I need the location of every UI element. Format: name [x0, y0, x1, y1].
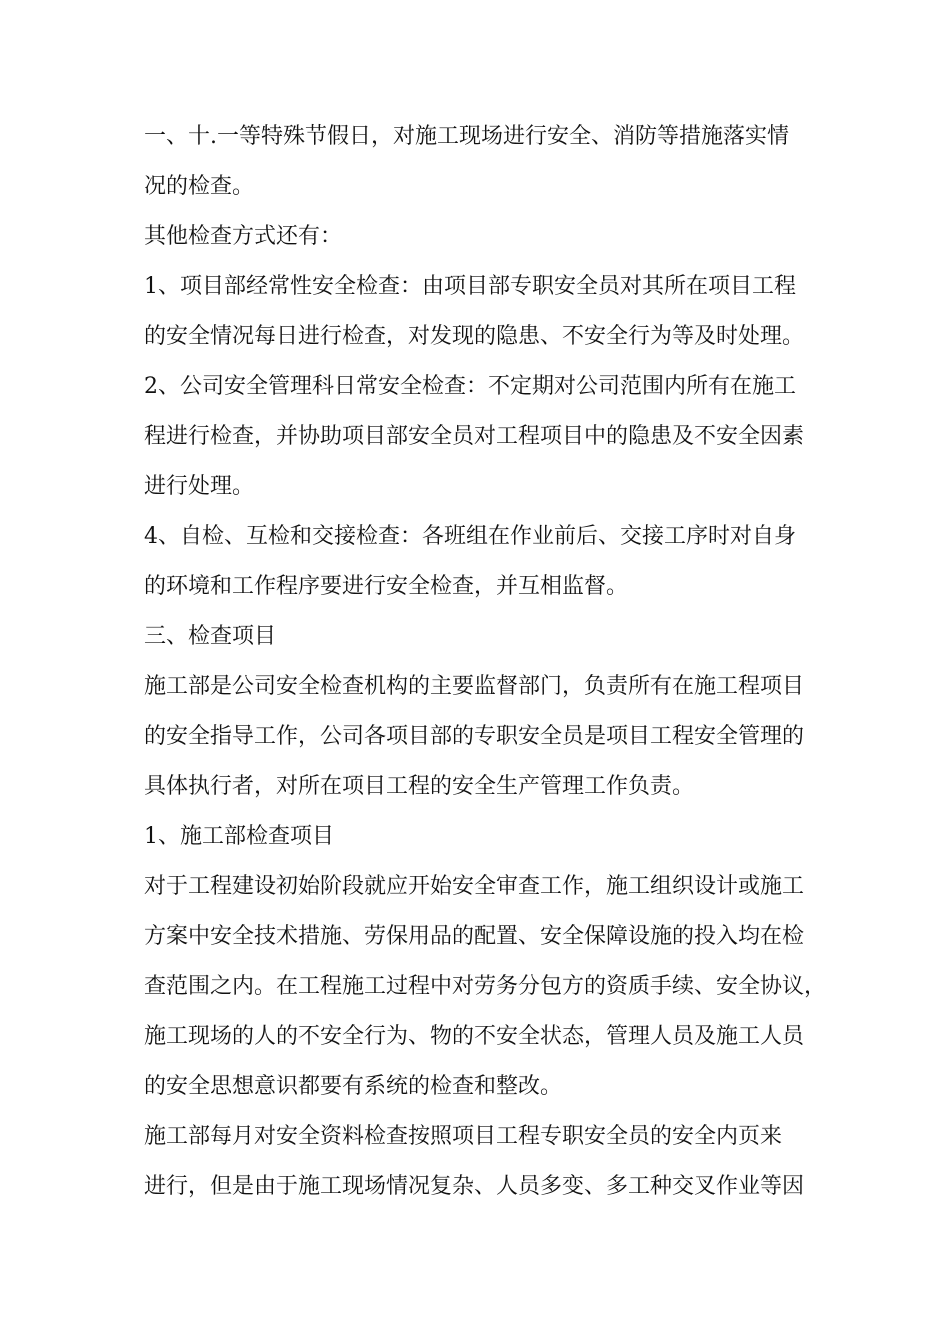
paragraph-line: 一、十.一等特殊节假日，对施工现场进行安全、消防等措施落实情 — [144, 124, 789, 149]
paragraph-line: 1、项目部经常性安全检查：由项目部专职安全员对其所在项目工程 — [144, 274, 796, 299]
subsection-heading: 1、施工部检查项目 — [144, 824, 334, 849]
paragraph-line: 具体执行者，对所在项目工程的安全生产管理工作负责。 — [144, 774, 695, 799]
paragraph-line: 的安全情况每日进行检查，对发现的隐患、不安全行为等及时处理。 — [144, 324, 805, 349]
paragraph-line: 施工部是公司安全检查机构的主要监督部门，负责所有在施工程项目 — [144, 674, 805, 699]
paragraph-line: 的安全指导工作，公司各项目部的专职安全员是项目工程安全管理的 — [144, 724, 805, 749]
paragraph-line: 其他检查方式还有： — [144, 224, 343, 249]
paragraph-line: 对于工程建设初始阶段就应开始安全审查工作，施工组织设计或施工 — [144, 874, 805, 899]
paragraph-line: 进行，但是由于施工现场情况复杂、人员多变、多工种交叉作业等因 — [144, 1174, 805, 1199]
paragraph-line: 进行处理。 — [144, 474, 255, 499]
paragraph-line: 方案中安全技术措施、劳保用品的配置、安全保障设施的投入均在检 — [144, 924, 805, 949]
paragraph-line: 4、自检、互检和交接检查：各班组在作业前后、交接工序时对自身 — [144, 524, 796, 549]
paragraph-line: 施工部每月对安全资料检查按照项目工程专职安全员的安全内页来 — [144, 1124, 783, 1149]
paragraph-line: 的环境和工作程序要进行安全检查，并互相监督。 — [144, 574, 629, 599]
paragraph-line: 2、公司安全管理科日常安全检查：不定期对公司范围内所有在施工 — [144, 374, 796, 399]
paragraph-line: 的安全思想意识都要有系统的检查和整改。 — [144, 1074, 563, 1099]
document-body — [144, 112, 827, 1212]
paragraph-line: 查范围之内。在工程施工过程中对劳务分包方的资质手续、安全协议， — [144, 974, 827, 999]
paragraph-line: 程进行检查，并协助项目部安全员对工程项目中的隐患及不安全因素 — [144, 424, 805, 449]
section-heading: 三、检查项目 — [144, 624, 277, 649]
paragraph-line: 况的检查。 — [144, 174, 255, 199]
paragraph-line: 施工现场的人的不安全行为、物的不安全状态，管理人员及施工人员 — [144, 1024, 805, 1049]
